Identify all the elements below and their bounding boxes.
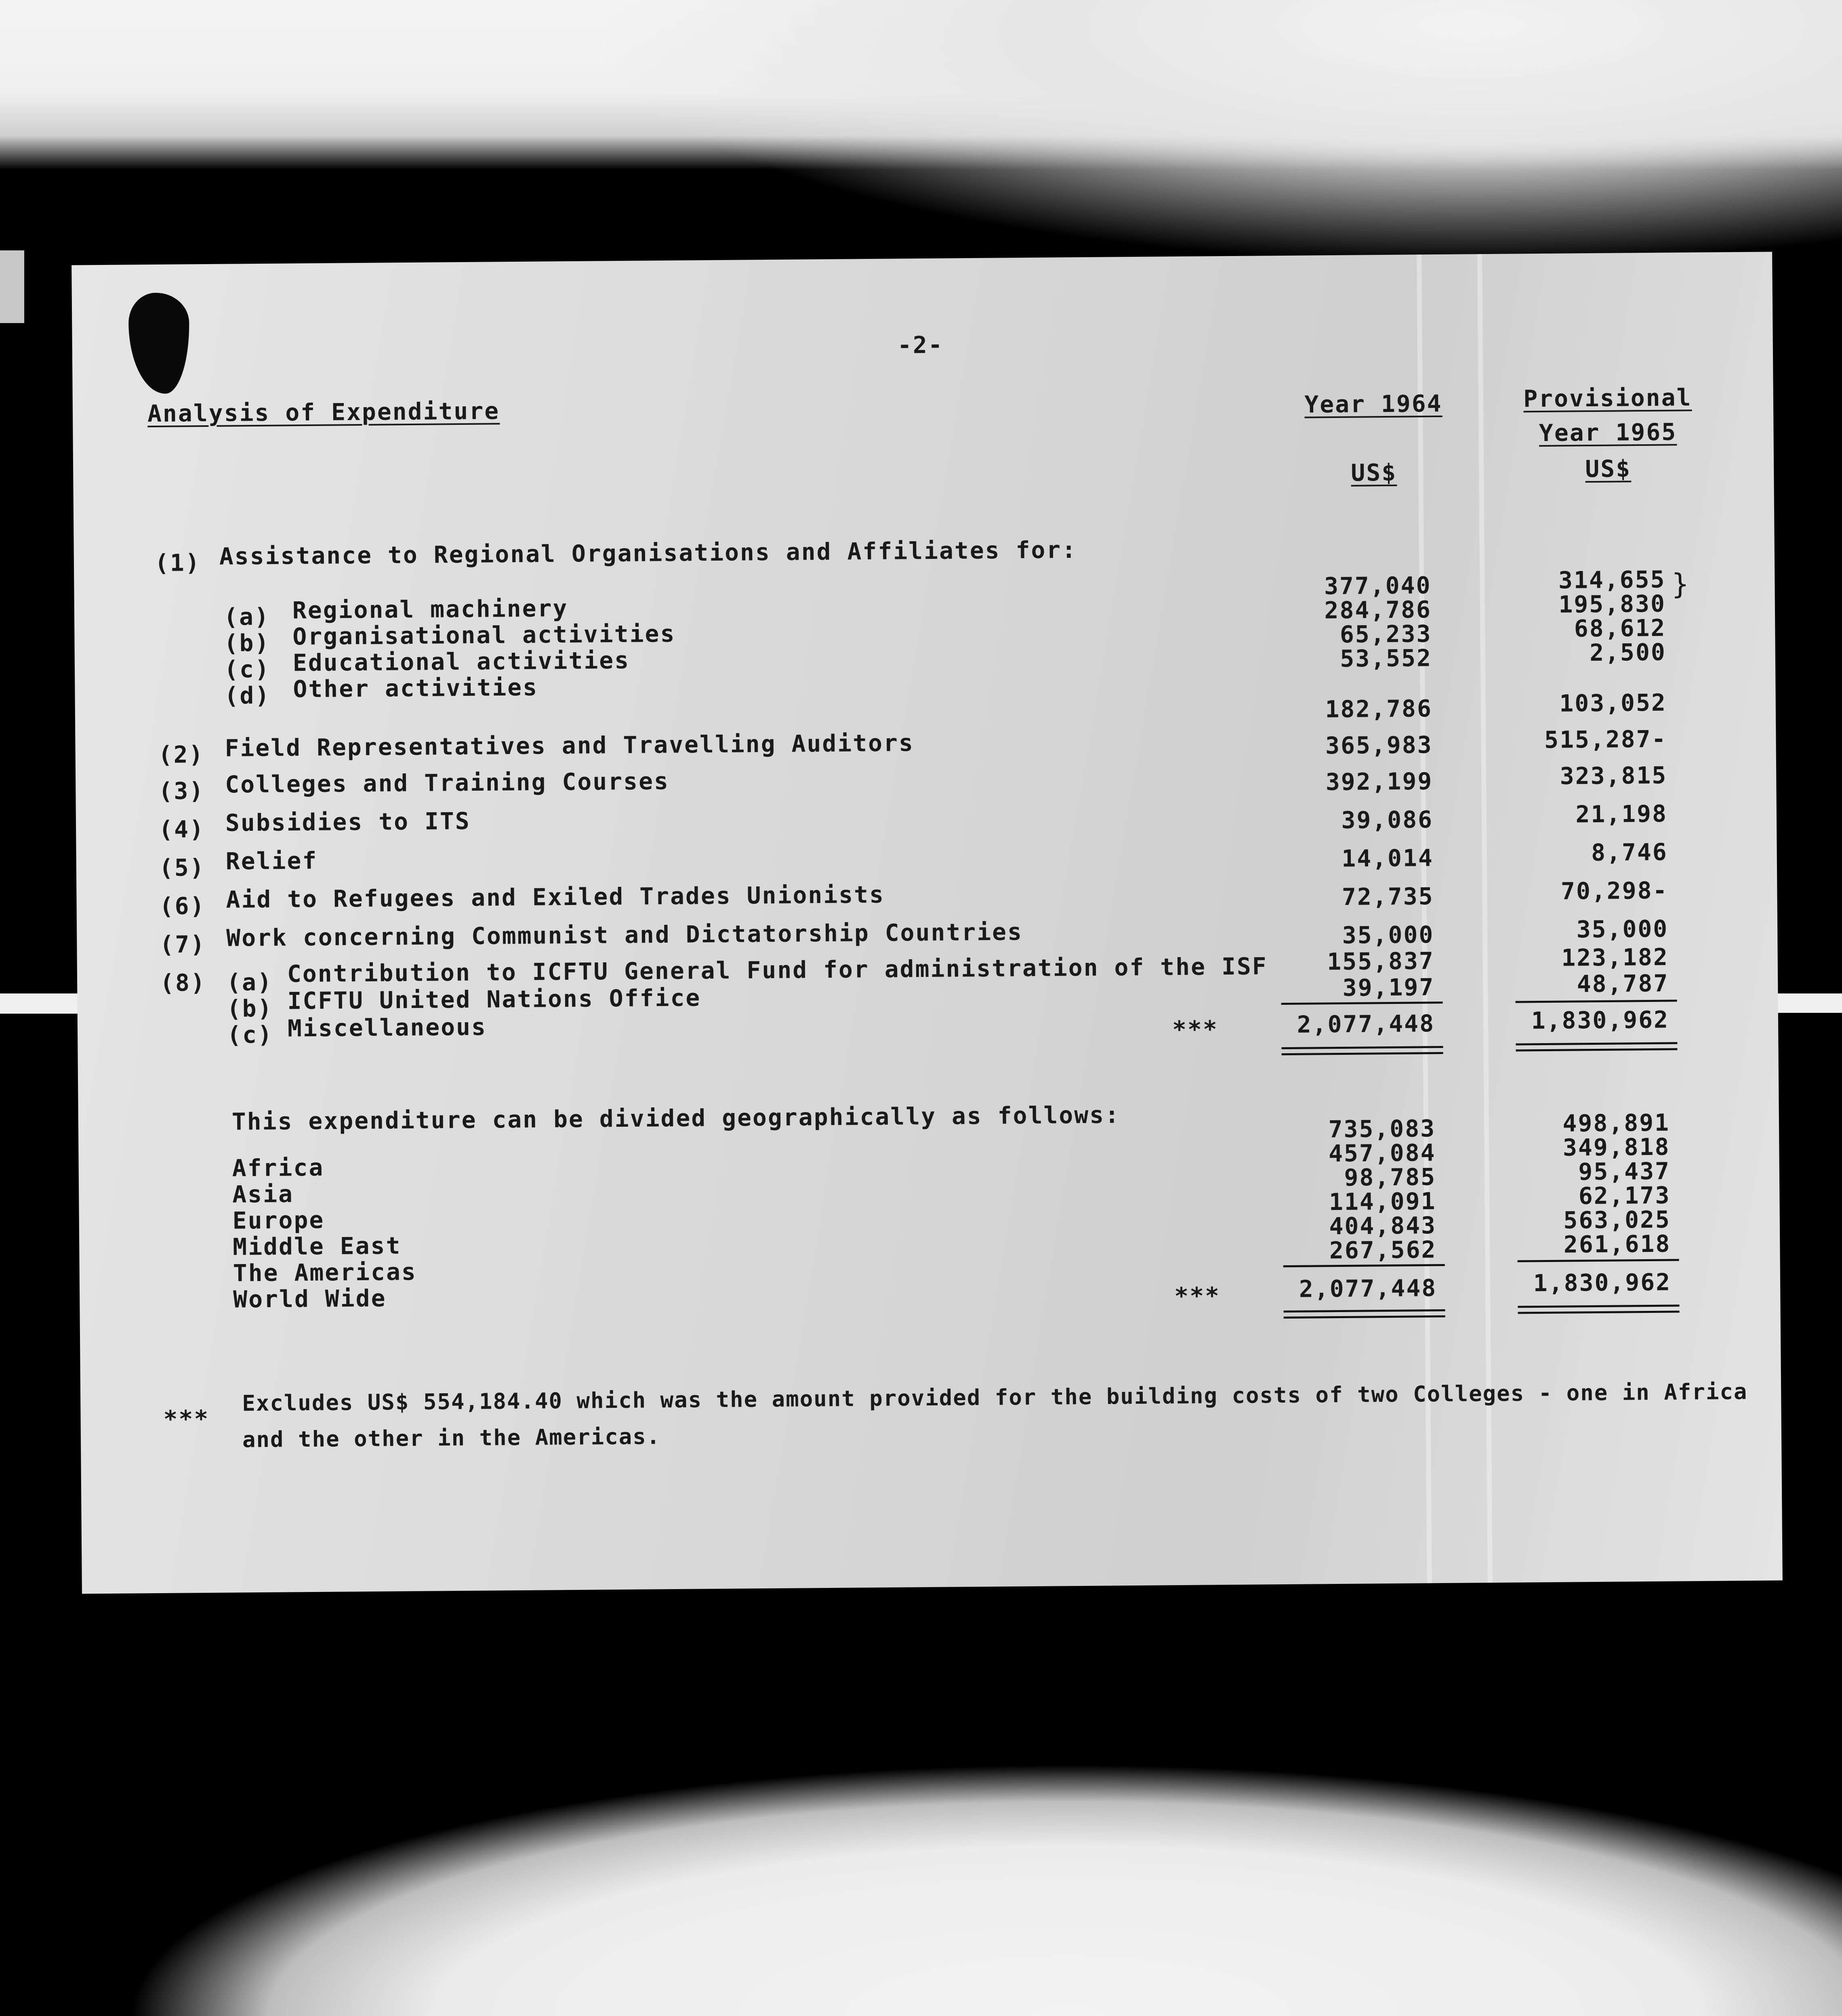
- value-1964: 53,552: [1340, 644, 1432, 672]
- column-header-1965-line1: Provisional: [1523, 384, 1692, 413]
- value-1965: 35,000: [1576, 915, 1669, 943]
- ink-stain: [128, 292, 190, 394]
- total-1965: 1,830,962: [1533, 1268, 1672, 1297]
- total-double-rule: [1284, 1309, 1445, 1312]
- item-label: Miscellaneous: [287, 1013, 487, 1042]
- value-1965: 62,173: [1578, 1181, 1671, 1210]
- footnote-line-2: and the other in the Americas.: [242, 1424, 661, 1453]
- value-1964: 39,086: [1341, 806, 1434, 834]
- section-number: (8): [160, 969, 206, 997]
- value-1964: 72,735: [1342, 882, 1434, 911]
- column-header-1965-line2: Year 1965: [1539, 418, 1677, 447]
- value-1965: 103,052: [1559, 689, 1667, 717]
- value-1965: 123,182: [1561, 943, 1669, 972]
- value-1965: 2,500: [1589, 638, 1667, 667]
- background-glare-bottom: [0, 1676, 1842, 2016]
- column-header-1964: Year 1964: [1304, 389, 1442, 418]
- item-letter: (c): [224, 655, 271, 683]
- value-1965: 95,437: [1578, 1157, 1671, 1186]
- currency-label-1965: US$: [1585, 455, 1632, 483]
- total-marker: ***: [1172, 1015, 1219, 1044]
- total-marker: ***: [1174, 1282, 1221, 1310]
- subtotal-rule: [1518, 1259, 1679, 1262]
- region-label: Middle East: [232, 1232, 402, 1261]
- item-label: Educational activities: [292, 646, 630, 677]
- value-1964: 404,843: [1329, 1212, 1437, 1240]
- row-label: Relief: [225, 846, 318, 875]
- total-double-rule: [1518, 1310, 1680, 1314]
- subtotal-rule: [1281, 1002, 1443, 1005]
- value-1964: 392,199: [1325, 767, 1433, 796]
- row-label: Colleges and Training Courses: [225, 767, 670, 798]
- value-1965: 68,612: [1574, 614, 1666, 643]
- value-1965: 349,818: [1562, 1133, 1670, 1161]
- row-number: (2): [158, 741, 204, 769]
- row-label: Subsidies to ITS: [225, 807, 471, 837]
- value-1965: 195,830: [1558, 590, 1666, 618]
- row-label: Aid to Refugees and Exiled Trades Unionists: [226, 880, 885, 914]
- subtotal-rule: [1516, 1000, 1677, 1003]
- region-label: World Wide: [233, 1284, 387, 1313]
- item-label: Regional machinery: [292, 594, 568, 624]
- item-letter: (a): [226, 968, 273, 996]
- value-1964: 284,786: [1324, 596, 1432, 624]
- value-1965: 48,787: [1577, 969, 1669, 998]
- handwritten-brace: }: [1672, 567, 1689, 601]
- total-double-rule: [1518, 1304, 1679, 1308]
- region-label: Africa: [232, 1153, 324, 1182]
- section-number: (1): [154, 549, 201, 577]
- value-1964: 114,091: [1329, 1187, 1436, 1216]
- item-label: Contribution to ICFTU General Fund for administration of the ISF: [287, 952, 1268, 988]
- currency-label-1964: US$: [1351, 458, 1397, 487]
- region-label: Europe: [232, 1206, 325, 1235]
- value-1965: 498,891: [1562, 1109, 1670, 1137]
- total-double-rule: [1284, 1315, 1445, 1319]
- document-sheet: [71, 252, 1783, 1594]
- value-1964: 735,083: [1328, 1115, 1436, 1143]
- value-1965: 70,298-: [1560, 876, 1668, 905]
- row-number: (7): [160, 930, 206, 958]
- row-number: (5): [159, 854, 205, 882]
- edge-strip-left: [0, 993, 89, 1014]
- value-1964: 365,983: [1325, 731, 1433, 760]
- value-1964: 377,040: [1324, 571, 1432, 600]
- item-letter: (c): [227, 1021, 273, 1049]
- row-number: (6): [159, 892, 206, 920]
- row-label: Field Representatives and Travelling Auditors: [225, 729, 915, 762]
- value-1964: 457,084: [1328, 1139, 1436, 1168]
- row-number: (4): [158, 815, 205, 843]
- page-number: -2-: [897, 331, 944, 359]
- value-1964: 155,837: [1327, 947, 1435, 976]
- total-1965: 1,830,962: [1531, 1006, 1670, 1035]
- value-1964: 98,785: [1344, 1163, 1436, 1191]
- total-double-rule: [1282, 1052, 1443, 1055]
- total-1964: 2,077,448: [1297, 1010, 1435, 1038]
- item-letter: (a): [223, 603, 270, 631]
- value-1965: 515,287-: [1544, 725, 1667, 754]
- region-label: Asia: [232, 1180, 294, 1208]
- item-label: Organisational activities: [292, 620, 676, 651]
- value-1965: 8,746: [1591, 838, 1668, 867]
- value-1965: 21,198: [1575, 800, 1668, 828]
- value-1965: 563,025: [1563, 1205, 1671, 1234]
- total-double-rule: [1281, 1046, 1443, 1049]
- total-1964: 2,077,448: [1299, 1274, 1437, 1303]
- value-1964: 182,786: [1325, 695, 1433, 723]
- total-double-rule: [1516, 1042, 1677, 1045]
- background-glare-top-right: [606, 0, 1842, 258]
- value-1964: 14,014: [1341, 844, 1434, 872]
- edge-strip-upper-left: [0, 250, 24, 323]
- edge-strip-right: [1777, 993, 1842, 1013]
- item-letter: (b): [224, 629, 270, 657]
- row-number: (3): [158, 777, 205, 805]
- row-label: Work concerning Communist and Dictatorship Countries: [226, 918, 1023, 952]
- value-1965: 314,655: [1558, 565, 1666, 594]
- section-label: Assistance to Regional Organisations and Affiliates for:: [219, 536, 1077, 570]
- region-label: The Americas: [233, 1258, 417, 1287]
- footnote-line-1: Excludes US$ 554,184.40 which was the amount provided for the building costs of two Colleges - one in Africa: [242, 1379, 1748, 1416]
- value-1965: 261,618: [1563, 1230, 1671, 1258]
- subtotal-rule: [1283, 1264, 1445, 1267]
- item-letter: (b): [227, 994, 273, 1023]
- value-1964: 39,197: [1342, 973, 1435, 1002]
- value-1964: 35,000: [1342, 921, 1434, 949]
- item-letter: (d): [224, 681, 271, 710]
- document-heading: Analysis of Expenditure: [147, 397, 500, 428]
- total-double-rule: [1516, 1048, 1678, 1051]
- value-1964: 267,562: [1329, 1236, 1437, 1264]
- value-1965: 323,815: [1560, 761, 1667, 790]
- geo-intro: This expenditure can be divided geographically as follows:: [231, 1101, 1121, 1136]
- value-1964: 65,233: [1339, 620, 1432, 648]
- item-label: ICFTU United Nations Office: [287, 984, 701, 1015]
- item-label: Other activities: [293, 673, 538, 703]
- footnote-marker: ***: [163, 1405, 210, 1433]
